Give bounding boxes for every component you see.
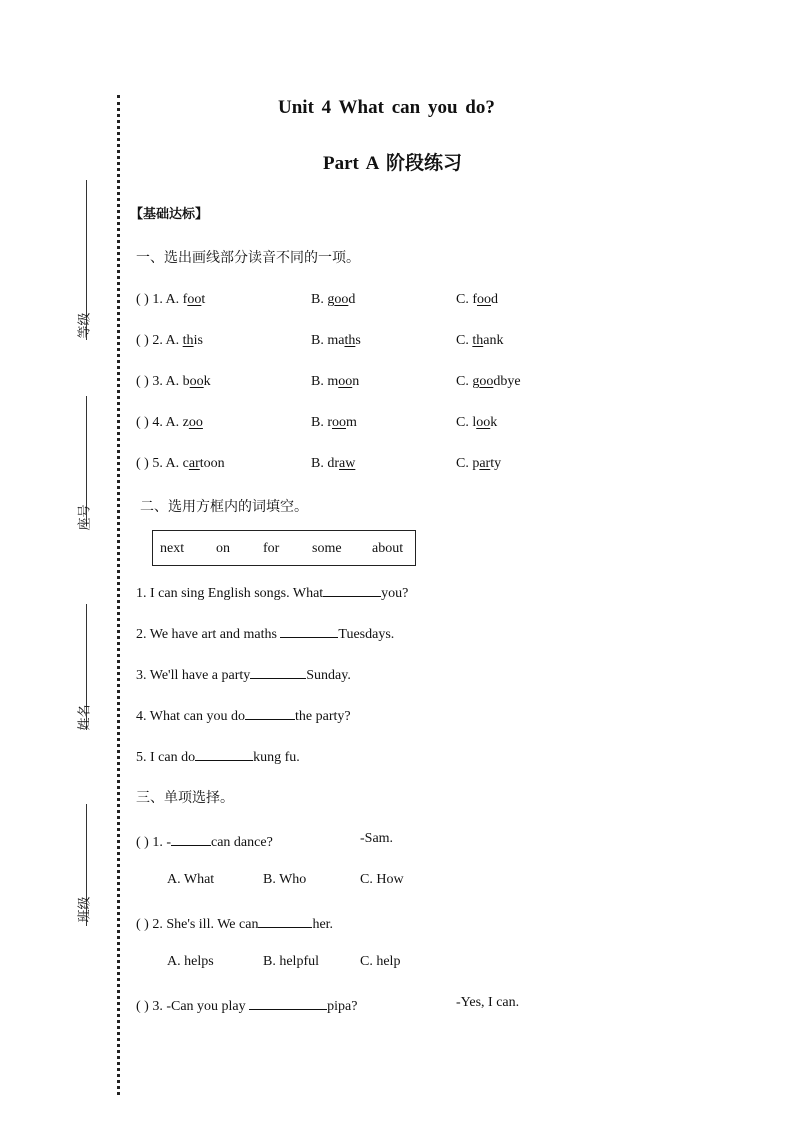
word-bank-word: on	[216, 541, 230, 556]
option-c[interactable]	[456, 374, 521, 390]
option-c[interactable]	[456, 292, 498, 308]
option[interactable]: B. helpful	[263, 954, 319, 969]
choice-question-1: ( ) 1. - can dance?	[136, 831, 273, 851]
section2-heading: 二、选用方框内的词填空。	[140, 499, 308, 515]
word-part: C. g	[456, 374, 480, 389]
underlined-sound: th	[344, 333, 356, 348]
option[interactable]: A. helps	[167, 954, 214, 969]
seat-label: 座号	[77, 504, 93, 531]
name-label: 姓名	[77, 704, 93, 731]
word-part: t	[201, 292, 206, 307]
answer-blank[interactable]	[280, 623, 338, 638]
choice-question-3-answer: -Yes, I can.	[456, 995, 520, 1010]
word-bank-word: for	[263, 541, 280, 556]
option[interactable]: C. help	[360, 954, 401, 969]
answer-blank[interactable]	[195, 746, 253, 761]
word-bank-word: some	[312, 541, 342, 556]
word-part: C. f	[456, 292, 477, 307]
word-part: B. dr	[311, 456, 339, 471]
word-part: z	[182, 415, 189, 430]
fill-question-4: 4. What can you do the party?	[136, 705, 351, 725]
underlined-sound: oo	[332, 415, 346, 430]
underlined-sound: oo	[476, 415, 491, 430]
word-bank-box	[152, 530, 416, 566]
answer-blank[interactable]	[258, 913, 312, 928]
underlined-sound: oo	[187, 292, 202, 307]
underlined-sound: oo	[338, 374, 353, 389]
answer-blank[interactable]	[250, 664, 306, 679]
option-b[interactable]	[311, 374, 359, 390]
section1-heading: 一、选出画线部分读音不同的一项。	[136, 250, 360, 266]
word-part: m	[346, 415, 357, 430]
section3-heading: 三、单项选择。	[136, 790, 234, 806]
word-bank-word: next	[160, 541, 185, 556]
word-part: n	[352, 374, 360, 389]
option-b[interactable]	[311, 292, 355, 308]
fill-question-1: 1. I can sing English songs. What you?	[136, 582, 408, 602]
underlined-sound: oo	[479, 374, 494, 389]
underlined-sound: th	[472, 333, 484, 348]
underlined-sound: oo	[189, 374, 204, 389]
question-number: ( ) 5. A.	[136, 456, 183, 471]
option[interactable]: B. Who	[263, 872, 307, 887]
page-subtitle: Part A 阶段练习	[323, 153, 462, 174]
section-basic-label: 【基础达标】	[130, 207, 209, 222]
word-bank-word: about	[372, 541, 404, 556]
choice-question-3: ( ) 3. -Can you play pipa?	[136, 995, 357, 1015]
word-part: b	[182, 374, 190, 389]
word-part: k	[203, 374, 211, 389]
grade-label: 等级	[77, 312, 93, 339]
word-part: d	[348, 292, 356, 307]
word-part: C. l	[456, 415, 477, 430]
option[interactable]: C. How	[360, 872, 404, 887]
underlined-sound: ar	[479, 456, 491, 471]
word-part: B. g	[311, 292, 335, 307]
word-part: C. p	[456, 456, 480, 471]
phonics-question-2	[136, 333, 203, 349]
answer-blank[interactable]	[245, 705, 295, 720]
word-part: s	[355, 333, 361, 348]
underlined-sound: oo	[477, 292, 491, 307]
word-part: k	[490, 415, 498, 430]
word-part: B. m	[311, 374, 339, 389]
class-label: 班级	[77, 896, 93, 923]
fill-question-5: 5. I can do kung fu.	[136, 746, 300, 766]
word-part: dbye	[493, 374, 521, 389]
underlined-sound: aw	[339, 456, 356, 471]
option-b[interactable]	[311, 415, 357, 431]
answer-blank[interactable]	[171, 831, 211, 846]
option-b[interactable]	[311, 456, 355, 472]
word-part: ank	[483, 333, 504, 348]
word-part: is	[193, 333, 203, 348]
word-part: c	[182, 456, 189, 471]
underlined-sound: oo	[334, 292, 349, 307]
answer-blank[interactable]	[249, 995, 327, 1010]
word-part: d	[491, 292, 498, 307]
binding-dotted-line	[117, 95, 120, 1095]
phonics-question-5	[136, 456, 225, 472]
phonics-question-1	[136, 292, 205, 308]
word-part: ty	[490, 456, 502, 471]
question-number: ( ) 1. A.	[136, 292, 183, 307]
option-c[interactable]	[456, 333, 503, 349]
word-part: C.	[456, 333, 473, 348]
option-c[interactable]	[456, 456, 501, 472]
answer-blank[interactable]	[323, 582, 381, 597]
word-part: B. r	[311, 415, 332, 430]
word-part: toon	[199, 456, 225, 471]
underlined-sound: oo	[188, 415, 203, 430]
option-c[interactable]	[456, 415, 497, 431]
word-part: B. ma	[311, 333, 345, 348]
underlined-sound: ar	[188, 456, 200, 471]
word-part: f	[182, 292, 188, 307]
question-number: ( ) 3. A.	[136, 374, 183, 389]
underlined-sound: th	[182, 333, 194, 348]
fill-question-3: 3. We'll have a party Sunday.	[136, 664, 351, 684]
option[interactable]: A. What	[167, 872, 215, 887]
phonics-question-3	[136, 374, 211, 390]
option-b[interactable]	[311, 333, 361, 349]
page-title: Unit 4 What can you do?	[278, 97, 495, 118]
question-number: ( ) 4. A.	[136, 415, 183, 430]
choice-question-1-answer: -Sam.	[360, 831, 394, 846]
fill-question-2: 2. We have art and maths Tuesdays.	[136, 623, 394, 643]
choice-question-2: ( ) 2. She's ill. We can her.	[136, 913, 333, 933]
question-number: ( ) 2. A.	[136, 333, 183, 348]
phonics-question-4	[136, 415, 203, 431]
